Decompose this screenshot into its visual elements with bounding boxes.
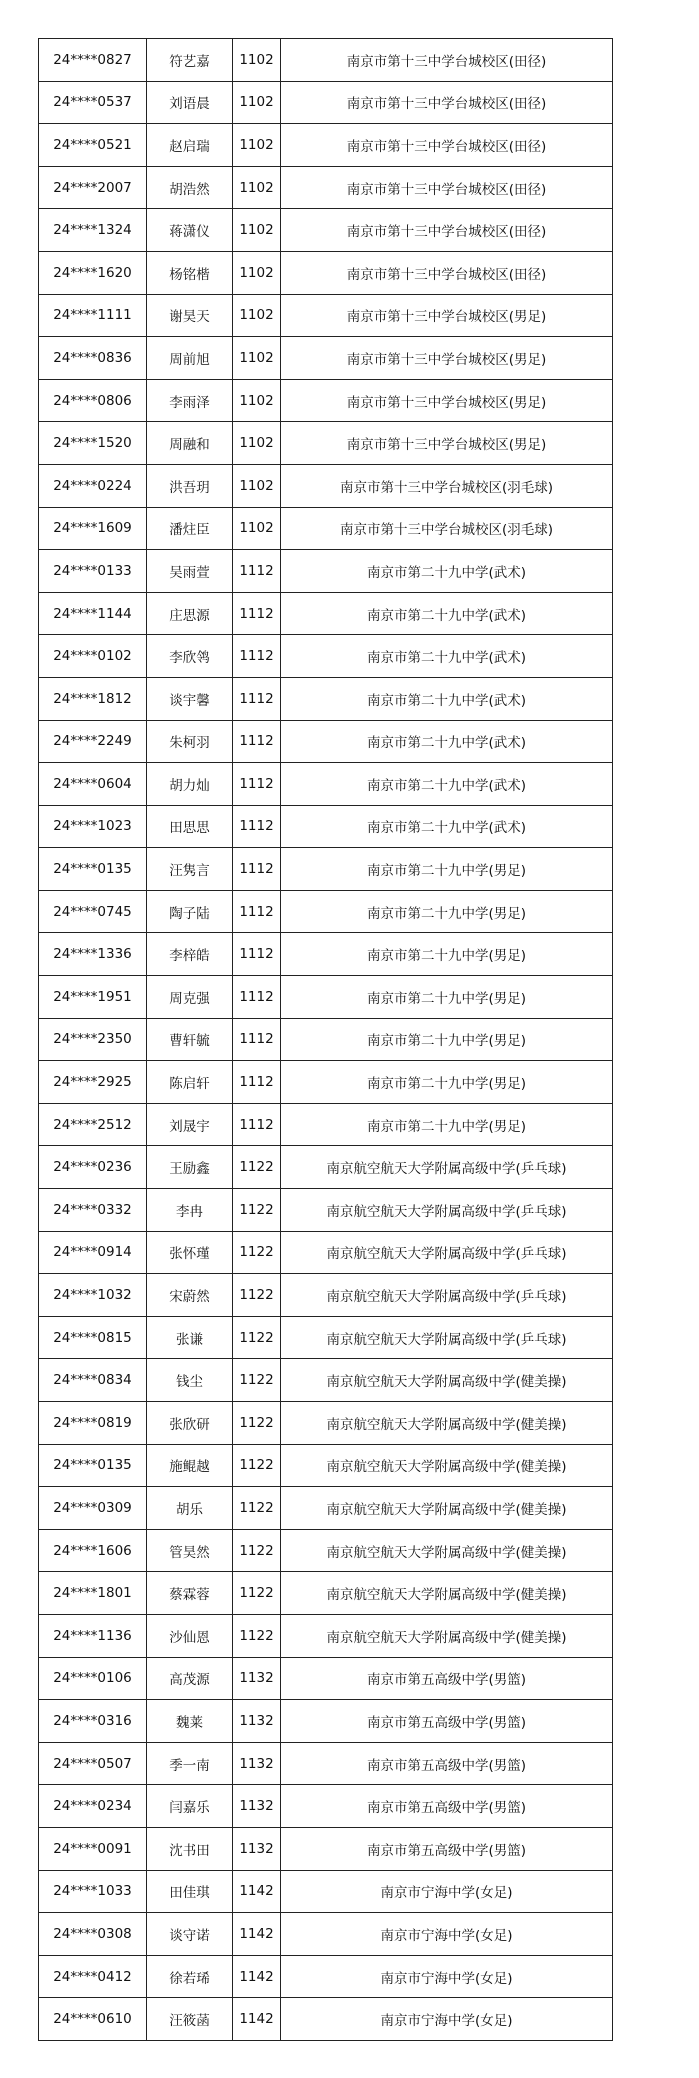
school-code-cell: 1122 bbox=[233, 1572, 281, 1615]
candidate-id-cell: 24****1951 bbox=[39, 976, 147, 1019]
student-name-cell: 李冉 bbox=[147, 1189, 233, 1232]
school-name-cell: 南京航空航天大学附属高级中学(健美操) bbox=[281, 1402, 613, 1445]
table-row bbox=[39, 1742, 613, 1785]
school-name-cell: 南京市第十三中学台城校区(羽毛球) bbox=[281, 507, 613, 550]
candidate-id-cell: 24****0914 bbox=[39, 1231, 147, 1274]
candidate-id-cell: 24****0537 bbox=[39, 81, 147, 124]
candidate-id-cell: 24****1033 bbox=[39, 1870, 147, 1913]
student-name-cell: 汪隽言 bbox=[147, 848, 233, 891]
table-row bbox=[39, 1913, 613, 1956]
candidate-id-cell: 24****0102 bbox=[39, 635, 147, 678]
table-row bbox=[39, 1316, 613, 1359]
school-name-cell: 南京市第二十九中学(武术) bbox=[281, 592, 613, 635]
candidate-id-cell: 24****2249 bbox=[39, 720, 147, 763]
candidate-id-cell: 24****0224 bbox=[39, 464, 147, 507]
school-name-cell: 南京市第二十九中学(男足) bbox=[281, 976, 613, 1019]
table-row bbox=[39, 1444, 613, 1487]
student-name-cell: 张谦 bbox=[147, 1316, 233, 1359]
student-name-cell: 庄思源 bbox=[147, 592, 233, 635]
school-code-cell: 1112 bbox=[233, 550, 281, 593]
school-code-cell: 1132 bbox=[233, 1742, 281, 1785]
table-row bbox=[39, 337, 613, 380]
candidate-id-cell: 24****2350 bbox=[39, 1018, 147, 1061]
school-name-cell: 南京航空航天大学附属高级中学(健美操) bbox=[281, 1614, 613, 1657]
candidate-id-cell: 24****0521 bbox=[39, 124, 147, 167]
student-name-cell: 洪吾玥 bbox=[147, 464, 233, 507]
table-row bbox=[39, 464, 613, 507]
school-name-cell: 南京市第二十九中学(武术) bbox=[281, 763, 613, 806]
student-name-cell: 施鲲越 bbox=[147, 1444, 233, 1487]
table-row bbox=[39, 1189, 613, 1232]
table-row bbox=[39, 507, 613, 550]
student-name-cell: 徐若琋 bbox=[147, 1955, 233, 1998]
candidate-id-cell: 24****0091 bbox=[39, 1827, 147, 1870]
school-code-cell: 1112 bbox=[233, 592, 281, 635]
student-name-cell: 朱柯羽 bbox=[147, 720, 233, 763]
table-row bbox=[39, 1103, 613, 1146]
student-name-cell: 高茂源 bbox=[147, 1657, 233, 1700]
student-name-cell: 谢昊天 bbox=[147, 294, 233, 337]
school-name-cell: 南京航空航天大学附属高级中学(乒乓球) bbox=[281, 1231, 613, 1274]
table-row bbox=[39, 1827, 613, 1870]
school-code-cell: 1142 bbox=[233, 1998, 281, 2041]
student-name-cell: 管昊然 bbox=[147, 1529, 233, 1572]
table-row bbox=[39, 677, 613, 720]
candidate-id-cell: 24****1812 bbox=[39, 677, 147, 720]
school-code-cell: 1122 bbox=[233, 1529, 281, 1572]
candidate-id-cell: 24****2007 bbox=[39, 166, 147, 209]
candidate-id-cell: 24****0836 bbox=[39, 337, 147, 380]
school-name-cell: 南京市第二十九中学(男足) bbox=[281, 1061, 613, 1104]
student-name-cell: 周克强 bbox=[147, 976, 233, 1019]
table-row bbox=[39, 294, 613, 337]
school-code-cell: 1112 bbox=[233, 720, 281, 763]
school-code-cell: 1102 bbox=[233, 251, 281, 294]
school-code-cell: 1102 bbox=[233, 379, 281, 422]
school-code-cell: 1102 bbox=[233, 294, 281, 337]
school-name-cell: 南京市第二十九中学(武术) bbox=[281, 635, 613, 678]
student-name-cell: 谈守诺 bbox=[147, 1913, 233, 1956]
table-row bbox=[39, 1274, 613, 1317]
table-row bbox=[39, 1955, 613, 1998]
candidate-id-cell: 24****1111 bbox=[39, 294, 147, 337]
school-name-cell: 南京市第十三中学台城校区(男足) bbox=[281, 337, 613, 380]
student-name-cell: 张怀瑾 bbox=[147, 1231, 233, 1274]
student-name-cell: 蒋潇仪 bbox=[147, 209, 233, 252]
candidate-id-cell: 24****1520 bbox=[39, 422, 147, 465]
school-name-cell: 南京市第五高级中学(男篮) bbox=[281, 1700, 613, 1743]
candidate-id-cell: 24****0332 bbox=[39, 1189, 147, 1232]
school-name-cell: 南京市第二十九中学(男足) bbox=[281, 848, 613, 891]
school-code-cell: 1122 bbox=[233, 1146, 281, 1189]
student-name-cell: 符艺嘉 bbox=[147, 39, 233, 82]
table-row bbox=[39, 379, 613, 422]
school-code-cell: 1102 bbox=[233, 464, 281, 507]
student-name-cell: 沈书田 bbox=[147, 1827, 233, 1870]
school-code-cell: 1112 bbox=[233, 635, 281, 678]
student-name-cell: 蔡霖蓉 bbox=[147, 1572, 233, 1615]
table-row bbox=[39, 1998, 613, 2041]
school-name-cell: 南京市宁海中学(女足) bbox=[281, 1913, 613, 1956]
school-name-cell: 南京市宁海中学(女足) bbox=[281, 1955, 613, 1998]
candidate-id-cell: 24****0507 bbox=[39, 1742, 147, 1785]
school-name-cell: 南京航空航天大学附属高级中学(乒乓球) bbox=[281, 1274, 613, 1317]
table-row bbox=[39, 848, 613, 891]
school-name-cell: 南京市宁海中学(女足) bbox=[281, 1998, 613, 2041]
school-code-cell: 1122 bbox=[233, 1274, 281, 1317]
student-name-cell: 陈启轩 bbox=[147, 1061, 233, 1104]
candidate-id-cell: 24****0135 bbox=[39, 1444, 147, 1487]
candidate-id-cell: 24****2512 bbox=[39, 1103, 147, 1146]
school-code-cell: 1142 bbox=[233, 1955, 281, 1998]
candidate-id-cell: 24****0745 bbox=[39, 890, 147, 933]
student-name-cell: 田思思 bbox=[147, 805, 233, 848]
school-name-cell: 南京市第十三中学台城校区(田径) bbox=[281, 39, 613, 82]
school-code-cell: 1102 bbox=[233, 81, 281, 124]
table-row bbox=[39, 1657, 613, 1700]
table-row bbox=[39, 1870, 613, 1913]
candidate-id-cell: 24****0135 bbox=[39, 848, 147, 891]
table-row bbox=[39, 720, 613, 763]
school-name-cell: 南京市第五高级中学(男篮) bbox=[281, 1827, 613, 1870]
school-name-cell: 南京航空航天大学附属高级中学(健美操) bbox=[281, 1572, 613, 1615]
student-name-cell: 周前旭 bbox=[147, 337, 233, 380]
candidate-id-cell: 24****0806 bbox=[39, 379, 147, 422]
candidate-id-cell: 24****0604 bbox=[39, 763, 147, 806]
school-code-cell: 1122 bbox=[233, 1189, 281, 1232]
school-code-cell: 1122 bbox=[233, 1231, 281, 1274]
school-name-cell: 南京航空航天大学附属高级中学(健美操) bbox=[281, 1359, 613, 1402]
table-row bbox=[39, 1359, 613, 1402]
student-name-cell: 田佳琪 bbox=[147, 1870, 233, 1913]
table-row bbox=[39, 166, 613, 209]
school-code-cell: 1112 bbox=[233, 763, 281, 806]
school-name-cell: 南京市第五高级中学(男篮) bbox=[281, 1785, 613, 1828]
student-name-cell: 魏莱 bbox=[147, 1700, 233, 1743]
student-name-cell: 李雨泽 bbox=[147, 379, 233, 422]
school-code-cell: 1102 bbox=[233, 507, 281, 550]
student-name-cell: 谈宇馨 bbox=[147, 677, 233, 720]
school-code-cell: 1112 bbox=[233, 1103, 281, 1146]
school-code-cell: 1112 bbox=[233, 805, 281, 848]
table-row bbox=[39, 1231, 613, 1274]
school-code-cell: 1102 bbox=[233, 124, 281, 167]
candidate-id-cell: 24****0827 bbox=[39, 39, 147, 82]
candidate-id-cell: 24****0412 bbox=[39, 1955, 147, 1998]
student-name-cell: 刘语晨 bbox=[147, 81, 233, 124]
candidate-id-cell: 24****2925 bbox=[39, 1061, 147, 1104]
candidate-id-cell: 24****1606 bbox=[39, 1529, 147, 1572]
table-row bbox=[39, 1700, 613, 1743]
table-row bbox=[39, 890, 613, 933]
school-code-cell: 1112 bbox=[233, 1061, 281, 1104]
candidate-id-cell: 24****1336 bbox=[39, 933, 147, 976]
school-name-cell: 南京市第二十九中学(武术) bbox=[281, 550, 613, 593]
school-name-cell: 南京市第十三中学台城校区(田径) bbox=[281, 166, 613, 209]
table-row bbox=[39, 763, 613, 806]
school-name-cell: 南京航空航天大学附属高级中学(健美操) bbox=[281, 1487, 613, 1530]
student-name-cell: 王励鑫 bbox=[147, 1146, 233, 1189]
candidate-id-cell: 24****1136 bbox=[39, 1614, 147, 1657]
candidate-id-cell: 24****1801 bbox=[39, 1572, 147, 1615]
table-row bbox=[39, 81, 613, 124]
school-name-cell: 南京航空航天大学附属高级中学(乒乓球) bbox=[281, 1146, 613, 1189]
table-row bbox=[39, 592, 613, 635]
school-name-cell: 南京市第十三中学台城校区(田径) bbox=[281, 251, 613, 294]
student-name-cell: 陶子陆 bbox=[147, 890, 233, 933]
school-code-cell: 1122 bbox=[233, 1359, 281, 1402]
student-name-cell: 潘炷臣 bbox=[147, 507, 233, 550]
school-name-cell: 南京市第十三中学台城校区(羽毛球) bbox=[281, 464, 613, 507]
school-code-cell: 1112 bbox=[233, 890, 281, 933]
school-name-cell: 南京市第二十九中学(男足) bbox=[281, 933, 613, 976]
school-name-cell: 南京市第十三中学台城校区(田径) bbox=[281, 124, 613, 167]
school-code-cell: 1102 bbox=[233, 166, 281, 209]
table-row bbox=[39, 1402, 613, 1445]
table-row bbox=[39, 1529, 613, 1572]
table-row bbox=[39, 1487, 613, 1530]
student-name-cell: 胡乐 bbox=[147, 1487, 233, 1530]
candidate-id-cell: 24****0834 bbox=[39, 1359, 147, 1402]
table-row bbox=[39, 1785, 613, 1828]
school-name-cell: 南京市第二十九中学(武术) bbox=[281, 805, 613, 848]
candidate-id-cell: 24****0236 bbox=[39, 1146, 147, 1189]
school-code-cell: 1132 bbox=[233, 1827, 281, 1870]
candidate-id-cell: 24****0316 bbox=[39, 1700, 147, 1743]
candidate-id-cell: 24****0106 bbox=[39, 1657, 147, 1700]
school-code-cell: 1112 bbox=[233, 933, 281, 976]
school-name-cell: 南京航空航天大学附属高级中学(健美操) bbox=[281, 1444, 613, 1487]
school-code-cell: 1112 bbox=[233, 848, 281, 891]
table-body bbox=[39, 39, 613, 2041]
table-row bbox=[39, 1614, 613, 1657]
student-name-cell: 胡力灿 bbox=[147, 763, 233, 806]
candidate-id-cell: 24****0133 bbox=[39, 550, 147, 593]
school-name-cell: 南京市第十三中学台城校区(男足) bbox=[281, 379, 613, 422]
table-row bbox=[39, 422, 613, 465]
student-name-cell: 赵启瑞 bbox=[147, 124, 233, 167]
school-code-cell: 1122 bbox=[233, 1402, 281, 1445]
school-name-cell: 南京航空航天大学附属高级中学(健美操) bbox=[281, 1529, 613, 1572]
table-row bbox=[39, 805, 613, 848]
school-code-cell: 1122 bbox=[233, 1316, 281, 1359]
candidate-id-cell: 24****1609 bbox=[39, 507, 147, 550]
table-row bbox=[39, 1061, 613, 1104]
candidate-id-cell: 24****0610 bbox=[39, 1998, 147, 2041]
student-name-cell: 闫嘉乐 bbox=[147, 1785, 233, 1828]
school-name-cell: 南京航空航天大学附属高级中学(乒乓球) bbox=[281, 1189, 613, 1232]
table-row bbox=[39, 1018, 613, 1061]
student-name-cell: 李梓皓 bbox=[147, 933, 233, 976]
table-row bbox=[39, 124, 613, 167]
candidate-id-cell: 24****1032 bbox=[39, 1274, 147, 1317]
student-name-cell: 李欣鸰 bbox=[147, 635, 233, 678]
candidate-id-cell: 24****0234 bbox=[39, 1785, 147, 1828]
student-name-cell: 吴雨萱 bbox=[147, 550, 233, 593]
student-name-cell: 沙仙恩 bbox=[147, 1614, 233, 1657]
school-name-cell: 南京市第五高级中学(男篮) bbox=[281, 1742, 613, 1785]
student-name-cell: 周融和 bbox=[147, 422, 233, 465]
school-code-cell: 1142 bbox=[233, 1870, 281, 1913]
table-row bbox=[39, 39, 613, 82]
table-row bbox=[39, 1146, 613, 1189]
school-name-cell: 南京市第十三中学台城校区(田径) bbox=[281, 209, 613, 252]
candidate-id-cell: 24****1620 bbox=[39, 251, 147, 294]
candidate-id-cell: 24****0308 bbox=[39, 1913, 147, 1956]
school-code-cell: 1102 bbox=[233, 39, 281, 82]
student-name-cell: 汪筱菡 bbox=[147, 1998, 233, 2041]
school-code-cell: 1132 bbox=[233, 1700, 281, 1743]
candidate-id-cell: 24****0819 bbox=[39, 1402, 147, 1445]
school-code-cell: 1142 bbox=[233, 1913, 281, 1956]
student-name-cell: 杨铭楷 bbox=[147, 251, 233, 294]
candidate-id-cell: 24****1144 bbox=[39, 592, 147, 635]
school-code-cell: 1132 bbox=[233, 1657, 281, 1700]
table-row bbox=[39, 209, 613, 252]
student-name-cell: 钱尘 bbox=[147, 1359, 233, 1402]
school-code-cell: 1132 bbox=[233, 1785, 281, 1828]
school-code-cell: 1112 bbox=[233, 1018, 281, 1061]
school-code-cell: 1102 bbox=[233, 337, 281, 380]
school-name-cell: 南京市第五高级中学(男篮) bbox=[281, 1657, 613, 1700]
school-code-cell: 1112 bbox=[233, 677, 281, 720]
school-name-cell: 南京市第二十九中学(男足) bbox=[281, 1103, 613, 1146]
table-row bbox=[39, 251, 613, 294]
school-name-cell: 南京市第二十九中学(武术) bbox=[281, 677, 613, 720]
student-name-cell: 张欣研 bbox=[147, 1402, 233, 1445]
school-code-cell: 1102 bbox=[233, 422, 281, 465]
candidate-id-cell: 24****0815 bbox=[39, 1316, 147, 1359]
table-row bbox=[39, 635, 613, 678]
student-name-cell: 宋蔚然 bbox=[147, 1274, 233, 1317]
student-name-cell: 季一南 bbox=[147, 1742, 233, 1785]
school-name-cell: 南京航空航天大学附属高级中学(乒乓球) bbox=[281, 1316, 613, 1359]
school-code-cell: 1122 bbox=[233, 1614, 281, 1657]
school-code-cell: 1122 bbox=[233, 1444, 281, 1487]
table-row bbox=[39, 1572, 613, 1615]
table-row bbox=[39, 550, 613, 593]
school-code-cell: 1102 bbox=[233, 209, 281, 252]
school-name-cell: 南京市第二十九中学(武术) bbox=[281, 720, 613, 763]
school-name-cell: 南京市宁海中学(女足) bbox=[281, 1870, 613, 1913]
table-row bbox=[39, 976, 613, 1019]
admission-list-table bbox=[38, 38, 613, 2041]
school-name-cell: 南京市第十三中学台城校区(男足) bbox=[281, 422, 613, 465]
table-row bbox=[39, 933, 613, 976]
school-code-cell: 1112 bbox=[233, 976, 281, 1019]
student-name-cell: 胡浩然 bbox=[147, 166, 233, 209]
school-code-cell: 1122 bbox=[233, 1487, 281, 1530]
school-name-cell: 南京市第十三中学台城校区(男足) bbox=[281, 294, 613, 337]
school-name-cell: 南京市第二十九中学(男足) bbox=[281, 890, 613, 933]
candidate-id-cell: 24****1324 bbox=[39, 209, 147, 252]
school-name-cell: 南京市第二十九中学(男足) bbox=[281, 1018, 613, 1061]
student-name-cell: 曹轩毓 bbox=[147, 1018, 233, 1061]
candidate-id-cell: 24****0309 bbox=[39, 1487, 147, 1530]
student-name-cell: 刘晟宇 bbox=[147, 1103, 233, 1146]
candidate-id-cell: 24****1023 bbox=[39, 805, 147, 848]
school-name-cell: 南京市第十三中学台城校区(田径) bbox=[281, 81, 613, 124]
